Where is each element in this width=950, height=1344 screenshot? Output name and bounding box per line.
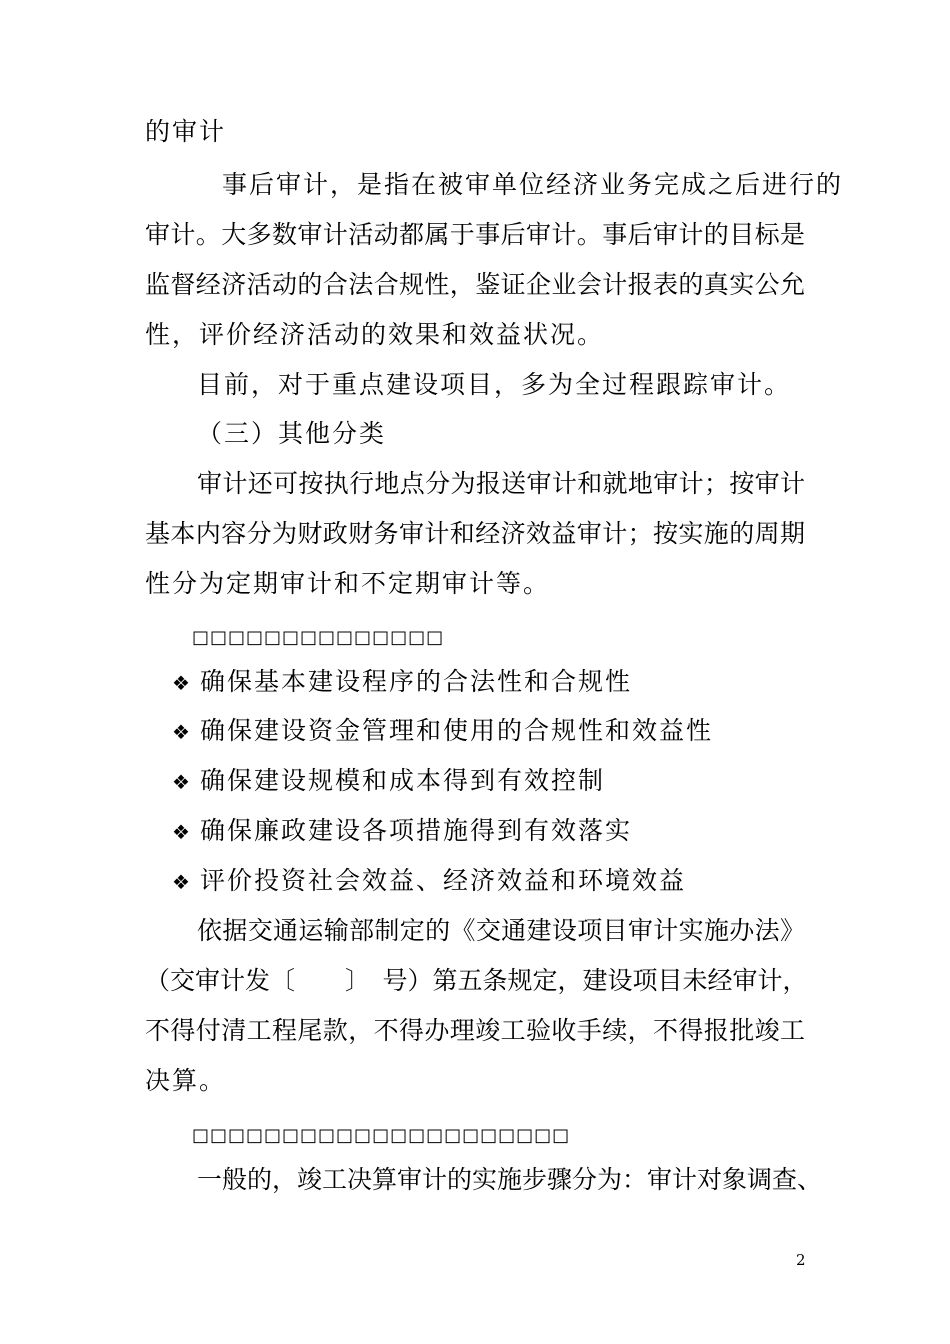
paragraph-line: 不得付清工程尾款，不得办理竣工验收手续，不得报批竣工 xyxy=(145,1016,805,1045)
page-number: 2 xyxy=(796,1251,806,1269)
bullet-text: 确保基本建设程序的合法性和合规性 xyxy=(200,667,633,696)
diamond-bullet-icon: ❖ xyxy=(172,671,192,695)
paragraph-line: 性，评价经济活动的效果和效益状况。 xyxy=(145,320,605,349)
diamond-bullet-icon: ❖ xyxy=(172,770,192,794)
paragraph-line: 的审计 xyxy=(145,117,227,146)
bullet-item xyxy=(172,666,632,699)
paragraph-line: 决算。 xyxy=(145,1066,227,1095)
paragraph-line: 性分为定期审计和不定期审计等。 xyxy=(145,569,551,598)
paragraph-line: 审计还可按执行地点分为报送审计和就地审计；按审计 xyxy=(197,469,805,498)
paragraph-line: 依据交通运输部制定的《交通建设项目审计实施办法》 xyxy=(197,916,805,945)
paragraph-line: 基本内容分为财政财务审计和经济效益审计；按实施的周期 xyxy=(145,519,805,548)
bullet-text: 评价投资社会效益、经济效益和环境效益 xyxy=(200,866,687,895)
diamond-bullet-icon: ❖ xyxy=(172,820,192,844)
section-heading: （三）其他分类 xyxy=(197,419,387,448)
bullet-text: 确保廉政建设各项措施得到有效落实 xyxy=(200,816,633,845)
paragraph-line: 监督经济活动的合法合规性，鉴证企业会计报表的真实公允 xyxy=(145,270,805,299)
bullet-item xyxy=(172,865,686,898)
bullet-item xyxy=(172,765,605,798)
paragraph-line: 审计。大多数审计活动都属于事后审计。事后审计的目标是 xyxy=(145,220,805,249)
bullet-text: 确保建设资金管理和使用的合规性和效益性 xyxy=(200,716,714,745)
diamond-bullet-icon: ❖ xyxy=(172,870,192,894)
paragraph-line: （交审计发〔 〕 号）第五条规定，建设项目未经审计， xyxy=(145,966,808,995)
paragraph-line: 目前，对于重点建设项目，多为全过程跟踪审计。 xyxy=(197,370,792,399)
paragraph-line: 一般的，竣工决算审计的实施步骤分为：审计对象调查、 xyxy=(197,1165,823,1194)
garbled-heading: □□□□□□□□□□□□□□□□□□□□□ xyxy=(192,1125,571,1146)
bullet-item xyxy=(172,715,713,748)
bullet-text: 确保建设规模和成本得到有效控制 xyxy=(200,766,606,795)
bullet-item xyxy=(172,815,632,848)
diamond-bullet-icon: ❖ xyxy=(172,720,192,744)
paragraph-line: 事后审计，是指在被审单位经济业务完成之后进行的 xyxy=(222,170,844,199)
garbled-heading: □□□□□□□□□□□□□□ xyxy=(192,627,445,648)
